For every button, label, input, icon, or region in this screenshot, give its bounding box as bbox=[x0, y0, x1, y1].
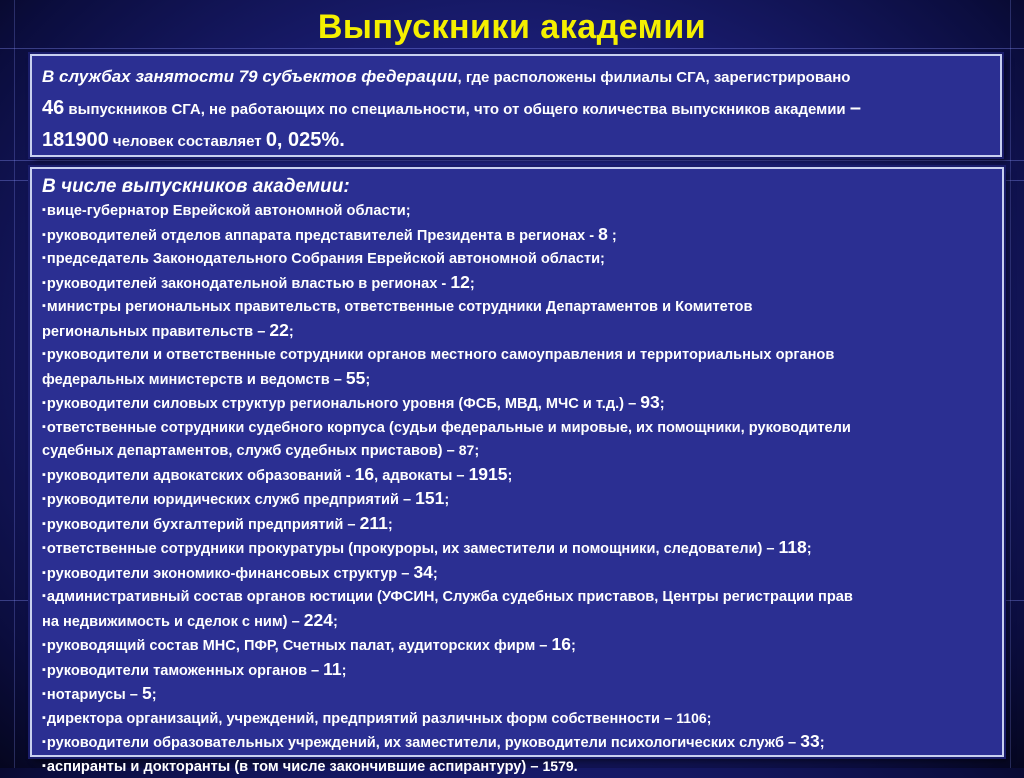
item-count: 5 bbox=[142, 683, 152, 703]
item-count: 16 bbox=[551, 634, 570, 654]
bullet-icon: ▪ bbox=[42, 712, 46, 724]
item-text: руководителей законодательной властью в регионах - bbox=[47, 276, 450, 292]
bullet-icon: ▪ bbox=[42, 518, 46, 530]
item-text: ; bbox=[608, 228, 617, 244]
item-text: ; bbox=[333, 614, 338, 630]
bullet-icon: ▪ bbox=[42, 397, 46, 409]
list-item bbox=[42, 391, 992, 416]
item-count: 151 bbox=[415, 488, 444, 508]
item-count: 211 bbox=[360, 513, 388, 533]
item-count: 55 bbox=[346, 368, 365, 388]
item-count: 34 bbox=[413, 562, 432, 582]
intro-text: человек составляет bbox=[109, 133, 266, 150]
bullet-icon: ▪ bbox=[42, 277, 46, 289]
item-count: 22 bbox=[269, 320, 288, 340]
item-text: ; bbox=[807, 541, 812, 557]
item-text: министры региональных правительств, ответственные сотрудники Департаментов и Комитетов bbox=[47, 299, 753, 315]
bullet-icon: ▪ bbox=[42, 204, 46, 216]
item-text: руководители бухгалтерий предприятий – bbox=[47, 517, 360, 533]
bullet-icon: ▪ bbox=[42, 348, 46, 360]
item-count: 12 bbox=[450, 272, 469, 292]
bullet-icon: ▪ bbox=[42, 760, 46, 772]
item-text: административный состав органов юстиции (УФСИН, Служба судебных приставов, Центры регистрации прав bbox=[47, 589, 853, 605]
list-item bbox=[42, 247, 992, 271]
list-item-continuation bbox=[42, 319, 992, 344]
list-item bbox=[42, 416, 992, 440]
item-count: 224 bbox=[304, 610, 333, 630]
list-item bbox=[42, 463, 992, 488]
intro-line-2 bbox=[42, 93, 990, 125]
bullet-icon: ▪ bbox=[42, 688, 46, 700]
item-text: аспиранты и докторанты (в том числе закончившие аспирантуру) – bbox=[47, 759, 543, 775]
item-text: региональных правительств – bbox=[42, 324, 269, 340]
bullet-icon: ▪ bbox=[42, 469, 46, 481]
list-item bbox=[42, 343, 992, 367]
item-text: ; bbox=[388, 517, 393, 533]
item-text: руководителей отделов аппарата представителей Президента в регионах - bbox=[47, 228, 598, 244]
item-text: ; bbox=[342, 663, 347, 679]
item-count: 33 bbox=[800, 731, 819, 751]
item-text: ; bbox=[474, 443, 479, 459]
list-item bbox=[42, 561, 992, 586]
item-text: ; bbox=[470, 276, 475, 292]
item-text: руководители силовых структур регионального уровня (ФСБ, МВД, МЧС и т.д.) – bbox=[47, 396, 640, 412]
item-text: ; bbox=[820, 735, 825, 751]
item-text: ; bbox=[433, 566, 438, 582]
list-item bbox=[42, 755, 992, 778]
item-text: ; bbox=[508, 468, 513, 484]
list-item bbox=[42, 199, 992, 223]
intro-line-3 bbox=[42, 125, 990, 157]
slide-title: Выпускники академии bbox=[0, 8, 1024, 47]
item-count: 1915 bbox=[469, 464, 508, 484]
list-item bbox=[42, 633, 992, 658]
list-heading: В числе выпускников академии: bbox=[42, 175, 992, 199]
item-text: руководители адвокатских образований - bbox=[47, 468, 355, 484]
bullet-icon: ▪ bbox=[42, 639, 46, 651]
list-item bbox=[42, 271, 992, 296]
list-item bbox=[42, 707, 992, 731]
bullet-icon: ▪ bbox=[42, 421, 46, 433]
item-count: 16 bbox=[355, 464, 374, 484]
list-item bbox=[42, 585, 992, 609]
intro-text: , где расположены филиалы СГА, зарегистрировано bbox=[458, 69, 851, 86]
item-text: судебных департаментов, служб судебных приставов) – bbox=[42, 443, 459, 459]
intro-number-46: 46 bbox=[42, 97, 64, 119]
item-text: руководители и ответственные сотрудники органов местного самоуправления и территориальных органов bbox=[47, 347, 834, 363]
intro-text: выпускников СГА, не работающих по специальности, что от общего количества выпускников академии bbox=[64, 101, 850, 118]
item-count: 1106 bbox=[676, 710, 706, 726]
item-count: 1579 bbox=[543, 758, 574, 774]
list-item-continuation bbox=[42, 609, 992, 634]
item-text: ответственные сотрудники судебного корпуса (судьи федеральные и мировые, их помощники, руководители bbox=[47, 420, 851, 436]
bullet-icon: ▪ bbox=[42, 664, 46, 676]
bullet-icon: ▪ bbox=[42, 590, 46, 602]
item-text: на недвижимость и сделок с ним) – bbox=[42, 614, 304, 630]
intro-number-total: 181900 bbox=[42, 129, 109, 151]
item-text: ; bbox=[152, 687, 157, 703]
graduates-list bbox=[42, 199, 992, 778]
item-text: ; bbox=[289, 324, 294, 340]
list-item bbox=[42, 536, 992, 561]
item-count: 8 bbox=[598, 224, 608, 244]
list-item bbox=[42, 295, 992, 319]
item-text: руководители экономико-финансовых структур – bbox=[47, 566, 414, 582]
item-count: 87 bbox=[459, 442, 475, 458]
list-item bbox=[42, 682, 992, 707]
bullet-icon: ▪ bbox=[42, 736, 46, 748]
intro-line-1 bbox=[42, 62, 990, 93]
item-text: федеральных министерств и ведомств – bbox=[42, 372, 346, 388]
bullet-icon: ▪ bbox=[42, 493, 46, 505]
graduates-panel bbox=[30, 167, 1004, 757]
item-text: председатель Законодательного Собрания Еврейской автономной области; bbox=[47, 251, 605, 267]
list-item bbox=[42, 658, 992, 683]
intro-panel bbox=[30, 54, 1002, 157]
intro-dash: – bbox=[850, 97, 861, 119]
item-text: . bbox=[574, 759, 578, 775]
list-item-continuation bbox=[42, 439, 992, 463]
item-text: ; bbox=[571, 638, 576, 654]
item-text: руководители таможенных органов – bbox=[47, 663, 323, 679]
item-count: 118 bbox=[779, 537, 807, 557]
list-item bbox=[42, 487, 992, 512]
intro-italic: В службах занятости 79 субъектов федерации bbox=[42, 67, 458, 86]
item-text: руководители юридических служб предприятий – bbox=[47, 492, 415, 508]
item-text: руководящий состав МНС, ПФР, Счетных палат, аудиторских фирм – bbox=[47, 638, 552, 654]
bullet-icon: ▪ bbox=[42, 300, 46, 312]
item-text: директора организаций, учреждений, предприятий различных форм собственности – bbox=[47, 711, 676, 727]
item-text: ; bbox=[444, 492, 449, 508]
item-count: 93 bbox=[640, 392, 659, 412]
item-text: руководители образовательных учреждений, их заместители, руководители психологических служб – bbox=[47, 735, 800, 751]
item-text: , адвокаты – bbox=[374, 468, 468, 484]
item-text: вице-губернатор Еврейской автономной области; bbox=[47, 203, 411, 219]
list-item bbox=[42, 223, 992, 248]
item-text: ; bbox=[660, 396, 665, 412]
item-text: нотариусы – bbox=[47, 687, 142, 703]
bullet-icon: ▪ bbox=[42, 229, 46, 241]
bullet-icon: ▪ bbox=[42, 567, 46, 579]
item-text: ; bbox=[365, 372, 370, 388]
intro-percent: 0, 025%. bbox=[266, 129, 345, 151]
list-item bbox=[42, 730, 992, 755]
bullet-icon: ▪ bbox=[42, 252, 46, 264]
item-text: ; bbox=[707, 711, 712, 727]
list-item-continuation bbox=[42, 367, 992, 392]
list-item bbox=[42, 512, 992, 537]
item-count: 11 bbox=[323, 659, 342, 679]
bullet-icon: ▪ bbox=[42, 542, 46, 554]
item-text: ответственные сотрудники прокуратуры (прокуроры, их заместители и помощники, следователи) – bbox=[47, 541, 779, 557]
